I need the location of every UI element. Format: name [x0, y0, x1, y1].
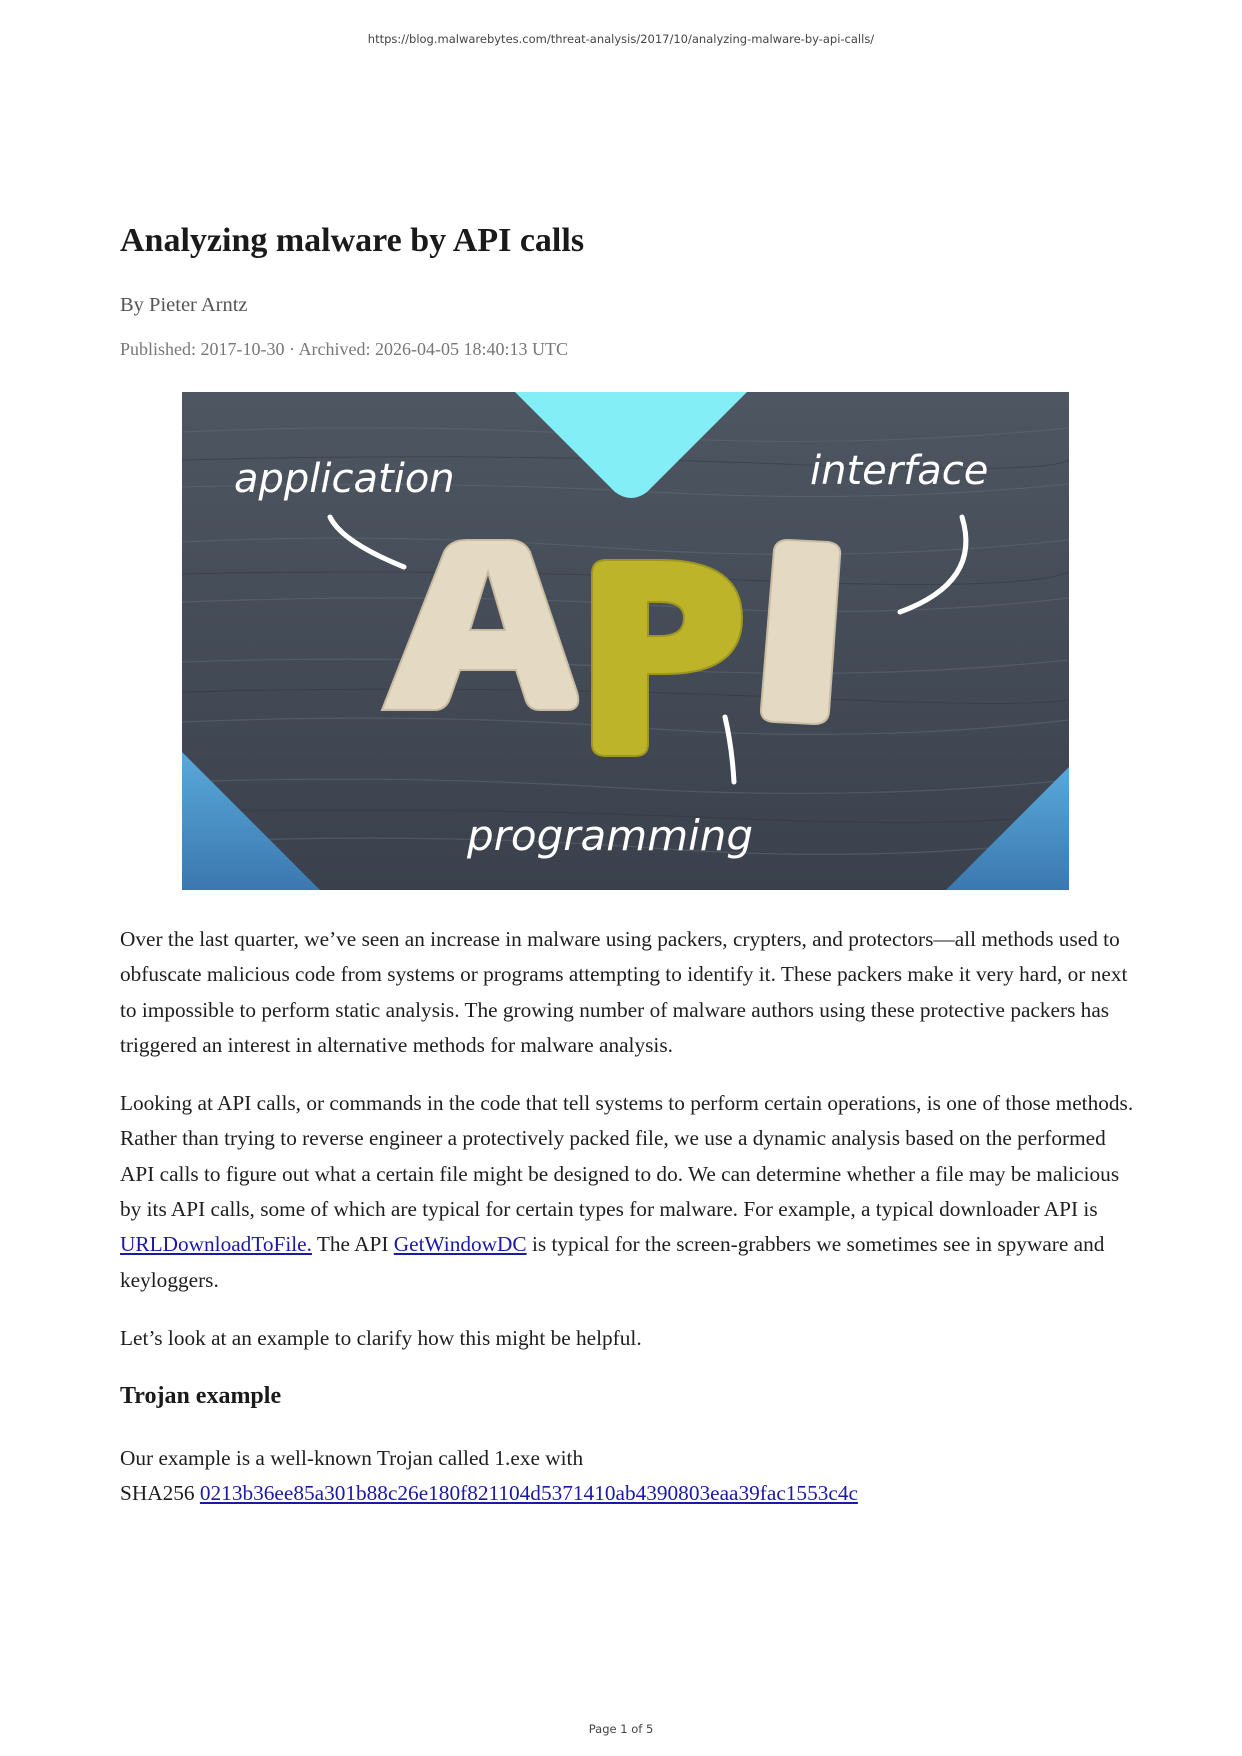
paragraph-text: is typical for the screen-grabbers we sometimes see in spyware and keyloggers.	[120, 1232, 1105, 1292]
paragraph-intro: Over the last quarter, we’ve seen an increase in malware using packers, crypters, and protectors—all methods used to obfuscate malicious code from systems or programs attempting to identify it. These packers make it very hard, or next to impossible to perform static analysis. The growing number of malware authors using these protective packers has triggered an interest in alternative methods for malware analysis.	[120, 927, 1128, 1057]
hero-word-application: application	[234, 456, 455, 502]
paragraph-text: Looking at API calls, or commands in the code that tell systems to perform certain operations, is one of those methods. Rather than trying to reverse engineer a protectively packed file, we use a dynamic analysis based on the performed API calls to figure out what a certain file might be designed to do. We can determine whether a file may be malicious by its API calls, some of which are typical for certain types for malware. For example, a typical downloader API is	[120, 1091, 1134, 1222]
letter-i-shape	[761, 540, 840, 724]
paragraph-api-calls	[120, 1086, 1140, 1298]
hero-image	[182, 392, 1069, 890]
page-title: Analyzing malware by API calls	[120, 222, 585, 259]
link-urldownloadtofile[interactable]: URLDownloadToFile.	[120, 1232, 312, 1257]
section-heading-trojan-example: Trojan example	[120, 1383, 282, 1410]
paragraph-trojan	[120, 1441, 1140, 1512]
article-header	[120, 210, 1130, 360]
page-number: Page 1 of 5	[588, 1722, 654, 1736]
hero-word-interface: interface	[810, 448, 989, 494]
article-body	[120, 922, 1140, 1534]
publish-meta: Published: 2017-10-30 · Archived: 2026-04-05 18:40:13 UTC	[120, 339, 568, 359]
source-url: https://blog.malwarebytes.com/threat-analysis/2017/10/analyzing-malware-by-api-calls/	[367, 32, 875, 46]
paragraph-example-intro: Let’s look at an example to clarify how this might be helpful.	[120, 1325, 642, 1350]
byline: By Pieter Arntz	[120, 294, 248, 316]
paragraph-text: Our example is a well-known Trojan called 1.exe with	[120, 1445, 584, 1470]
paragraph-text: The API	[311, 1232, 394, 1257]
link-sha256-hash[interactable]: 0213b36ee85a301b88c26e180f821104d5371410ab4390803eaa39fac1553c4c	[199, 1480, 858, 1505]
link-getwindowdc[interactable]: GetWindowDC	[393, 1232, 527, 1257]
hero-word-programming: programming	[467, 811, 754, 860]
sha-label: SHA256	[120, 1480, 200, 1505]
